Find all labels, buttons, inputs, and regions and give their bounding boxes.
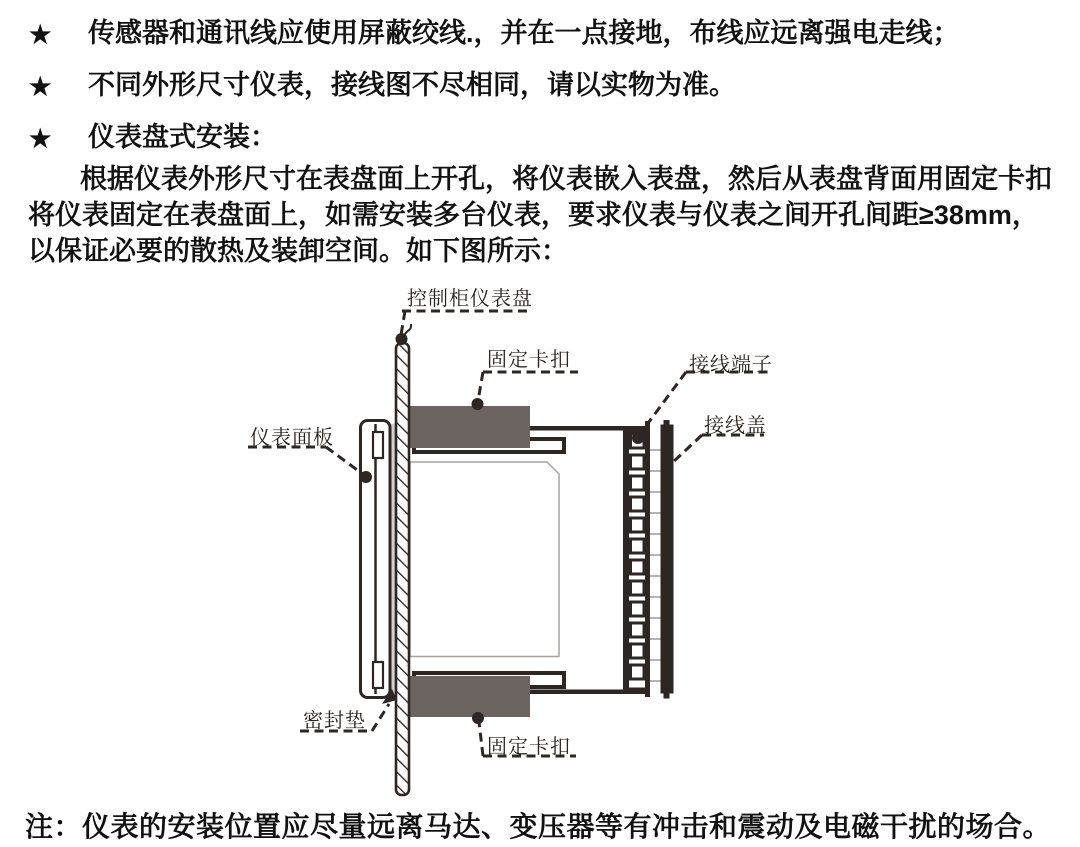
cabinet-panel-bar — [396, 343, 409, 795]
bullet-text-3: 仪表盘式安装： — [88, 122, 277, 152]
bullet-text-1: 传感器和通讯线应使用屏蔽绞线.，并在一点接地，布线应远离强电走线； — [88, 18, 960, 48]
terminal-left-wall — [623, 427, 629, 693]
terminal-top-rim — [623, 427, 650, 433]
label-cabinet-panel: 控制柜仪表盘 — [407, 288, 533, 310]
cover-nub-bottom — [664, 693, 670, 699]
terminal-right-wall — [645, 421, 650, 697]
terminal-bottom-rim — [623, 688, 650, 694]
fixing-clip-top — [408, 406, 530, 448]
cover-nub-top — [664, 420, 670, 425]
bullet-star-1: ★ — [29, 21, 52, 49]
label-terminal-cover: 接线盖 — [704, 415, 767, 437]
terminal-cover-bar — [661, 425, 674, 694]
fixing-clip-bottom — [408, 676, 530, 717]
bullet-star-2: ★ — [29, 73, 52, 101]
bezel-latch-top — [373, 432, 383, 458]
label-terminal-block: 接线端子 — [689, 354, 773, 376]
label-fixing-clip-bottom: 固定卡扣 — [487, 736, 571, 758]
label-front-panel: 仪表面板 — [250, 427, 334, 449]
instrument-inner-module — [410, 462, 559, 657]
terminal-divider-lines — [650, 450, 661, 681]
label-fixing-clip-top: 固定卡扣 — [487, 349, 571, 371]
paragraph-line-3: 以保证必要的散热及装卸空间。如下图所示： — [28, 236, 568, 266]
terminal-screws — [631, 434, 645, 679]
footer-note: 注：仪表的安装位置应尽量远离马达、变压器等有冲击和震动及电磁干扰的场合。 — [25, 811, 1052, 842]
bullet-star-3: ★ — [29, 125, 52, 153]
bezel-latch-bottom — [373, 662, 383, 688]
bullet-text-2: 不同外形尺寸仪表，接线图不尽相同，请以实物为准。 — [88, 70, 736, 100]
paragraph-line-2: 将仪表固定在表盘面上，如需安装多台仪表，要求仪表与仪表之间开孔间距≥38mm， — [28, 200, 1039, 230]
label-sealing-gasket: 密封垫 — [303, 710, 366, 732]
paragraph-line-1: 根据仪表外形尺寸在表盘面上开孔，将仪表嵌入表盘，然后从表盘背面用固定卡扣 — [80, 164, 1052, 194]
